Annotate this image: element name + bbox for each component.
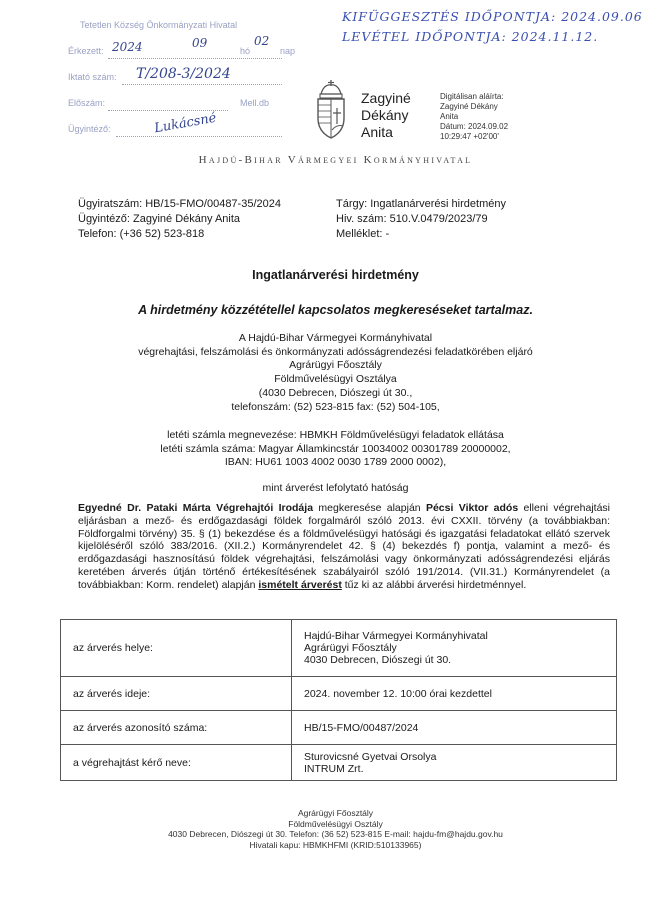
- signature-info-line: Anita: [440, 112, 459, 121]
- handwritten-removal-date: LEVÉTEL IDŐPONTJA: 2024.11.12.: [342, 29, 599, 44]
- office-header: Hajdú-Bihar Vármegyei Kormányhivatal: [198, 154, 473, 166]
- authority-line: (4030 Debrecen, Diószegi út 30.,: [258, 386, 413, 399]
- table-row: [61, 620, 617, 677]
- authority-line: végrehajtási, felszámolási és önkormányzati adósságrendezési feladatkörében eljáró: [138, 345, 533, 358]
- case-meta-left: [78, 197, 281, 242]
- authority-closing: mint árverést lefolytató hatóság: [262, 482, 409, 494]
- footer-line: Földművelésügyi Osztály: [288, 818, 383, 829]
- stamp-predecessor-label: Előszám:: [68, 98, 106, 108]
- case-phone: Telefon: (+36 52) 523-818: [78, 228, 205, 240]
- signer-name-line: Dékány: [361, 107, 409, 123]
- repeated-auction-emphasis: ismételt árverést: [258, 578, 342, 591]
- table-value-cell: Hajdú-Bihar Vármegyei Kormányhivatal Agrárügyi Főosztály 4030 Debrecen, Diószegi út 30.: [292, 620, 617, 677]
- stamp-received-label: Érkezett:: [68, 46, 104, 56]
- case-reference: Hiv. szám: 510.V.0479/2023/79: [336, 213, 488, 225]
- account-line: letéti számla száma: Magyar Államkincstár 10034002 00301789 20000002,: [160, 442, 511, 455]
- hungarian-coat-of-arms-icon: [312, 80, 350, 140]
- case-meta-right: [336, 197, 506, 242]
- authority-line: telefonszám: (52) 523-815 fax: (52) 504-105,: [231, 400, 440, 413]
- stamp-handler-value: Lukácsné: [153, 110, 218, 137]
- stamp-attachment-label: Mell.db: [240, 98, 270, 108]
- debtor-name: Pécsi Viktor adós: [425, 502, 519, 514]
- table-row: [61, 745, 617, 781]
- signature-info-line: Digitálisan aláírta:: [440, 92, 504, 101]
- auction-details-table: [60, 619, 617, 781]
- case-subject: Tárgy: Ingatlanárverési hirdetmény: [336, 198, 506, 210]
- case-attachment: Melléklet: -: [336, 228, 390, 240]
- table-label-cell: az árverés ideje:: [61, 677, 292, 711]
- case-number: Ügyiratszám: HB/15-FMO/00487-35/2024: [78, 198, 281, 210]
- registration-stamp: [64, 12, 304, 150]
- table-value-cell: HB/15-FMO/00487/2024: [292, 711, 617, 745]
- signer-name-line: Zagyiné: [361, 90, 411, 106]
- stamp-handler-label: Ügyintéző:: [68, 124, 111, 134]
- deposit-account-block: [0, 429, 671, 470]
- signer-name-line: Anita: [361, 124, 393, 140]
- table-label-cell: a végrehajtást kérő neve:: [61, 745, 292, 781]
- footer-line: 4030 Debrecen, Diószegi út 30. Telefon: (36 52) 523-815 E-mail: hajdu-fm@hajdu.gov.hu: [168, 829, 503, 839]
- stamp-received-day: 02: [254, 34, 270, 48]
- document-subtitle: A hirdetmény közzététellel kapcsolatos megkereséseket tartalmaz.: [138, 303, 533, 317]
- authority-line: Földművelésügyi Osztálya: [274, 373, 397, 386]
- stamp-number-value: T/208-3/2024: [136, 66, 231, 82]
- paragraph-text: elleni végrehajtási eljárásban a mező- és erdőgazdasági földek forgalmáról szóló 2013. évi CXXII. törvény (a továbbiakban: Földforgalmi törvény) 35. § (1) bekezdése és a földművelésügyi hatósági és igazgatási feladatokat ellátó szervek kijelöléséről szóló 383/2016. (XII.2.) Kormányrendelet 42. § (4) bekezdés f) pontja, valamint a mező- és erdőgazdasági hasznosítású földek végrehajtási, felszámolási vagy önkormányzati adósságrendezési eljárás keretében árverés útján történő értékesítésének szabályairól szóló 191/2014. (VII.31.) Kormányrendelet (a továbbiakban: Korm. rendelet) alapján: [78, 502, 610, 591]
- paragraph-text: tűz ki az alábbi árverési hirdetménnyel.: [341, 578, 527, 591]
- stamp-ho-label: hó: [240, 46, 251, 56]
- signer-name: [361, 90, 427, 141]
- footer-line: Agrárügyi Főosztály: [297, 808, 374, 818]
- account-line: IBAN: HU61 1003 4002 0030 1789 2000 0002),: [224, 456, 447, 469]
- footer-line: Hivatali kapu: HBMKHFMI (KRID:510133965): [249, 839, 422, 850]
- table-label-cell: az árverés helye:: [61, 620, 292, 677]
- case-handler: Ügyintéző: Zagyiné Dékány Anita: [78, 213, 241, 225]
- stamp-received-month: 09: [192, 36, 208, 50]
- executor-office: Egyedné Dr. Pataki Márta Végrehajtói Irodája: [78, 502, 314, 514]
- digital-signature-info: [440, 92, 580, 142]
- document-title: Ingatlanárverési hirdetmény: [252, 268, 419, 282]
- page-footer: [0, 808, 671, 850]
- stamp-nap-label: nap: [280, 46, 296, 56]
- handwritten-posting-date: KIFÜGGESZTÉS IDŐPONTJA: 2024.09.06: [342, 9, 643, 24]
- authority-line: A Hajdú-Bihar Vármegyei Kormányhivatal: [238, 332, 433, 344]
- stamp-number-label: Iktató szám:: [68, 72, 117, 82]
- account-line: letéti számla megnevezése: HBMKH Földművelésügyi feladatok ellátása: [167, 429, 504, 441]
- table-label-cell: az árverés azonosító száma:: [61, 711, 292, 745]
- signature-info-line: Zagyiné Dékány: [440, 102, 498, 111]
- signature-info-line: Dátum: 2024.09.02: [440, 122, 509, 131]
- paragraph-text: megkeresése alapján: [313, 502, 426, 514]
- signature-info-line: 10:29:47 +02'00': [440, 132, 499, 141]
- table-row: [61, 711, 617, 745]
- authority-line: Agrárügyi Főosztály: [289, 359, 382, 372]
- table-value-cell: Sturovicsné Gyetvai Orsolya INTRUM Zrt.: [292, 745, 617, 781]
- auction-announcement-paragraph: [78, 502, 610, 592]
- stamp-office: Tetetlen Község Önkormányzati Hivatal: [80, 20, 238, 30]
- stamp-received-year: 2024: [112, 40, 143, 54]
- authority-block: [0, 332, 671, 414]
- table-row: [61, 677, 617, 711]
- table-value-cell: 2024. november 12. 10:00 órai kezdettel: [292, 677, 617, 711]
